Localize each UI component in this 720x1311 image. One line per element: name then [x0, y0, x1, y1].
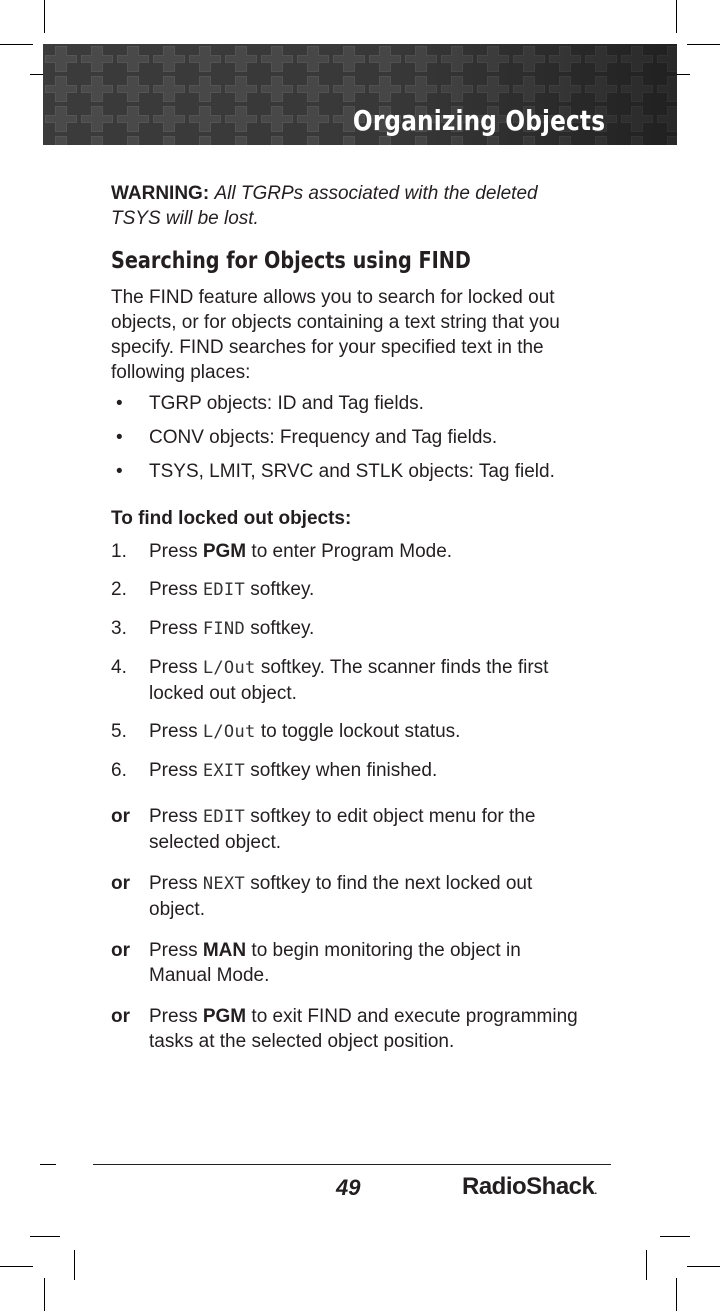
softkey-edit: EDIT — [202, 580, 245, 600]
step-item — [111, 539, 581, 564]
key-pgm: PGM — [202, 1006, 247, 1027]
step-text-pre: Press — [149, 760, 203, 781]
crop-mark — [660, 1236, 690, 1237]
alt-text-post: to begin monitoring the object in Manual Mode. — [149, 940, 521, 986]
step-item — [111, 758, 581, 784]
crop-mark — [646, 1250, 647, 1280]
search-locations-list — [111, 391, 581, 484]
softkey-edit: EDIT — [202, 807, 245, 827]
crop-mark — [687, 1266, 720, 1267]
step-text-post: softkey. The scanner finds the first locked out object. — [149, 657, 549, 704]
brand-logo — [462, 1173, 597, 1201]
crop-mark — [676, 1278, 677, 1311]
crop-mark — [44, 0, 45, 33]
alt-text-post: softkey to edit object menu for the selected object. — [149, 806, 536, 853]
alternative-item — [111, 871, 581, 922]
brand-dot: . — [594, 1186, 597, 1197]
crop-mark — [30, 1236, 60, 1237]
procedure-steps — [111, 539, 581, 784]
section-banner — [43, 44, 677, 145]
step-number: 1. — [111, 541, 127, 562]
alt-text-pre: Press — [149, 806, 203, 827]
step-item — [111, 655, 581, 706]
step-text-pre: Press — [149, 541, 203, 562]
brand-name: RadioShack — [462, 1173, 595, 1200]
crop-mark — [0, 1266, 33, 1267]
softkey-next: NEXT — [202, 874, 245, 894]
or-label: or — [111, 1006, 130, 1027]
page-content — [111, 181, 581, 1070]
or-label: or — [111, 873, 130, 894]
alternative-item — [111, 938, 581, 988]
crop-mark — [0, 44, 33, 45]
procedure-title: To find locked out objects: — [111, 508, 352, 529]
or-label: or — [111, 806, 130, 827]
warning-text: All TGRPs associated with the deleted TSYS will be lost. — [111, 183, 538, 229]
step-number: 6. — [111, 760, 127, 781]
softkey-exit: EXIT — [202, 761, 245, 781]
step-text-post: softkey. — [245, 618, 315, 639]
or-label: or — [111, 940, 130, 961]
step-text-pre: Press — [149, 721, 203, 742]
alternative-item — [111, 1004, 581, 1054]
list-item — [111, 391, 581, 416]
list-item — [111, 459, 581, 484]
step-item — [111, 719, 581, 745]
alt-text-post: softkey to find the next locked out object. — [149, 873, 533, 920]
step-number: 4. — [111, 657, 127, 678]
list-item-text: TSYS, LMIT, SRVC and STLK objects: Tag field. — [149, 461, 555, 482]
section-intro: The FIND feature allows you to search for locked out objects, or for objects containing a text string that you specify. FIND searches for your specified text in the following places: — [111, 287, 560, 383]
key-pgm: PGM — [202, 541, 247, 562]
list-item-text: CONV objects: Frequency and Tag fields. — [149, 427, 498, 448]
step-text-pre: Press — [149, 618, 203, 639]
step-text-post: softkey when finished. — [245, 760, 438, 781]
bullet-symbol: • — [116, 393, 123, 414]
key-man: MAN — [202, 940, 247, 961]
crop-mark — [40, 1164, 56, 1165]
step-text-post: to toggle lockout status. — [255, 721, 461, 742]
page-number: 49 — [336, 1175, 361, 1200]
alt-text-pre: Press — [149, 940, 203, 961]
crop-mark — [74, 1250, 75, 1280]
bullet-symbol: • — [116, 461, 123, 482]
bullet-symbol: • — [116, 427, 123, 448]
step-item — [111, 577, 581, 603]
crop-mark — [44, 1278, 45, 1311]
step-text-post: softkey. — [245, 579, 315, 600]
list-item — [111, 425, 581, 450]
alt-text-pre: Press — [149, 873, 203, 894]
alternative-actions — [111, 804, 581, 1054]
crop-mark — [676, 0, 677, 33]
warning-label: WARNING: — [111, 183, 210, 204]
section-heading: Searching for Objects using FIND — [111, 248, 471, 274]
step-number: 2. — [111, 579, 127, 600]
step-number: 5. — [111, 721, 127, 742]
alt-text-pre: Press — [149, 1006, 203, 1027]
step-text-post: to enter Program Mode. — [246, 541, 453, 562]
section-title: Organizing Objects — [352, 104, 605, 137]
warning-note — [111, 181, 581, 231]
alt-text-post: to exit FIND and execute programming tasks at the selected object position. — [149, 1006, 578, 1052]
list-item-text: TGRP objects: ID and Tag fields. — [149, 393, 424, 414]
alternative-item — [111, 804, 581, 855]
softkey-find: FIND — [202, 619, 245, 639]
step-item — [111, 616, 581, 642]
footer-divider — [93, 1164, 611, 1165]
softkey-lockout: L/Out — [202, 722, 256, 742]
step-text-pre: Press — [149, 579, 203, 600]
step-number: 3. — [111, 618, 127, 639]
softkey-lockout: L/Out — [202, 658, 256, 678]
crop-mark — [687, 44, 720, 45]
step-text-pre: Press — [149, 657, 203, 678]
